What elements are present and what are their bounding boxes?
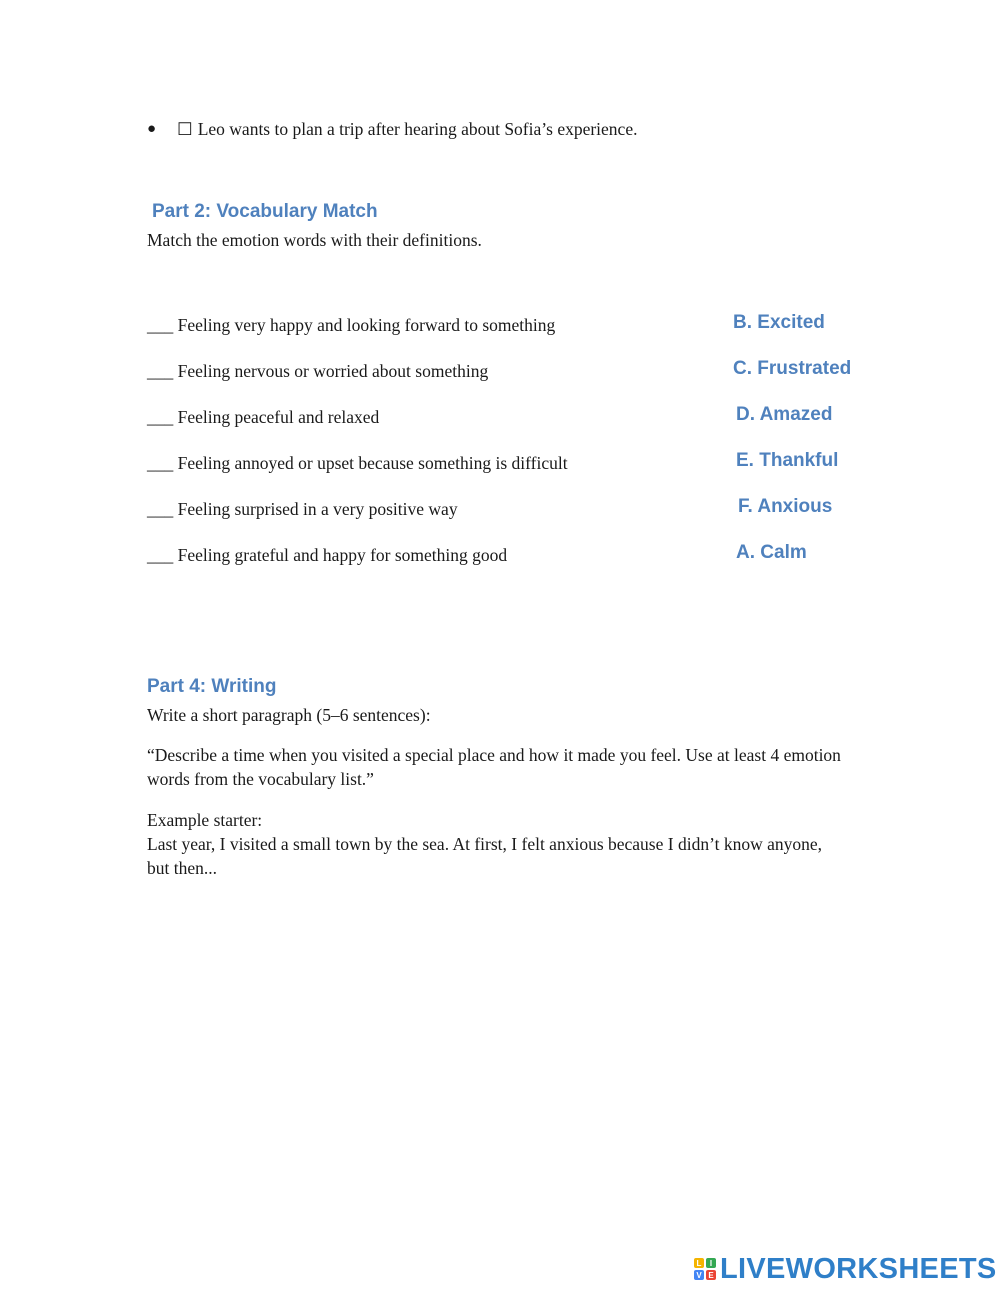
bullet-item xyxy=(147,117,637,141)
part4-instructions: Write a short paragraph (5–6 sentences): xyxy=(147,705,431,725)
bullet-dot: ● xyxy=(147,121,157,137)
definition-4: ___ Feeling annoyed or upset because something is difficult xyxy=(147,453,568,473)
definition-3: ___ Feeling peaceful and relaxed xyxy=(147,407,380,427)
definition-5: ___ Feeling surprised in a very positive way xyxy=(147,499,458,519)
logo-cell: L xyxy=(694,1258,704,1268)
word-thankful[interactable]: E. Thankful xyxy=(736,450,839,471)
word-excited[interactable]: B. Excited xyxy=(733,312,825,333)
logo-cell: V xyxy=(694,1270,704,1280)
logo-cell: E xyxy=(706,1270,716,1280)
part4-title: Part 4: Writing xyxy=(147,676,277,697)
part2-instructions: Match the emotion words with their definitions. xyxy=(147,230,482,250)
logo-mark-icon xyxy=(694,1258,716,1280)
writing-prompt: “Describe a time when you visited a special place and how it made you feel. Use at least 4 emotion words from the vocabulary list.” xyxy=(147,745,841,789)
part2-title: Part 2: Vocabulary Match xyxy=(152,201,378,222)
word-amazed[interactable]: D. Amazed xyxy=(736,404,833,425)
bullet-text: Leo wants to plan a trip after hearing about Sofia’s experience. xyxy=(197,119,638,139)
word-frustrated[interactable]: C. Frustrated xyxy=(733,358,852,379)
logo-text: LIVEWORKSHEETS xyxy=(720,1253,997,1285)
logo-cell: I xyxy=(706,1258,716,1268)
definition-2: ___ Feeling nervous or worried about something xyxy=(147,361,489,381)
definition-1: ___ Feeling very happy and looking forward to something xyxy=(147,315,556,335)
word-calm[interactable]: A. Calm xyxy=(736,542,807,563)
liveworksheets-logo xyxy=(694,1254,997,1284)
starter-text: Last year, I visited a small town by the sea. At first, I felt anxious because I didn’t know anyone, but then... xyxy=(147,834,822,878)
definition-6: ___ Feeling grateful and happy for something good xyxy=(147,545,508,565)
checkbox-icon[interactable]: ☐ xyxy=(177,119,193,139)
starter-label: Example starter: xyxy=(147,810,263,830)
word-anxious[interactable]: F. Anxious xyxy=(738,496,833,517)
